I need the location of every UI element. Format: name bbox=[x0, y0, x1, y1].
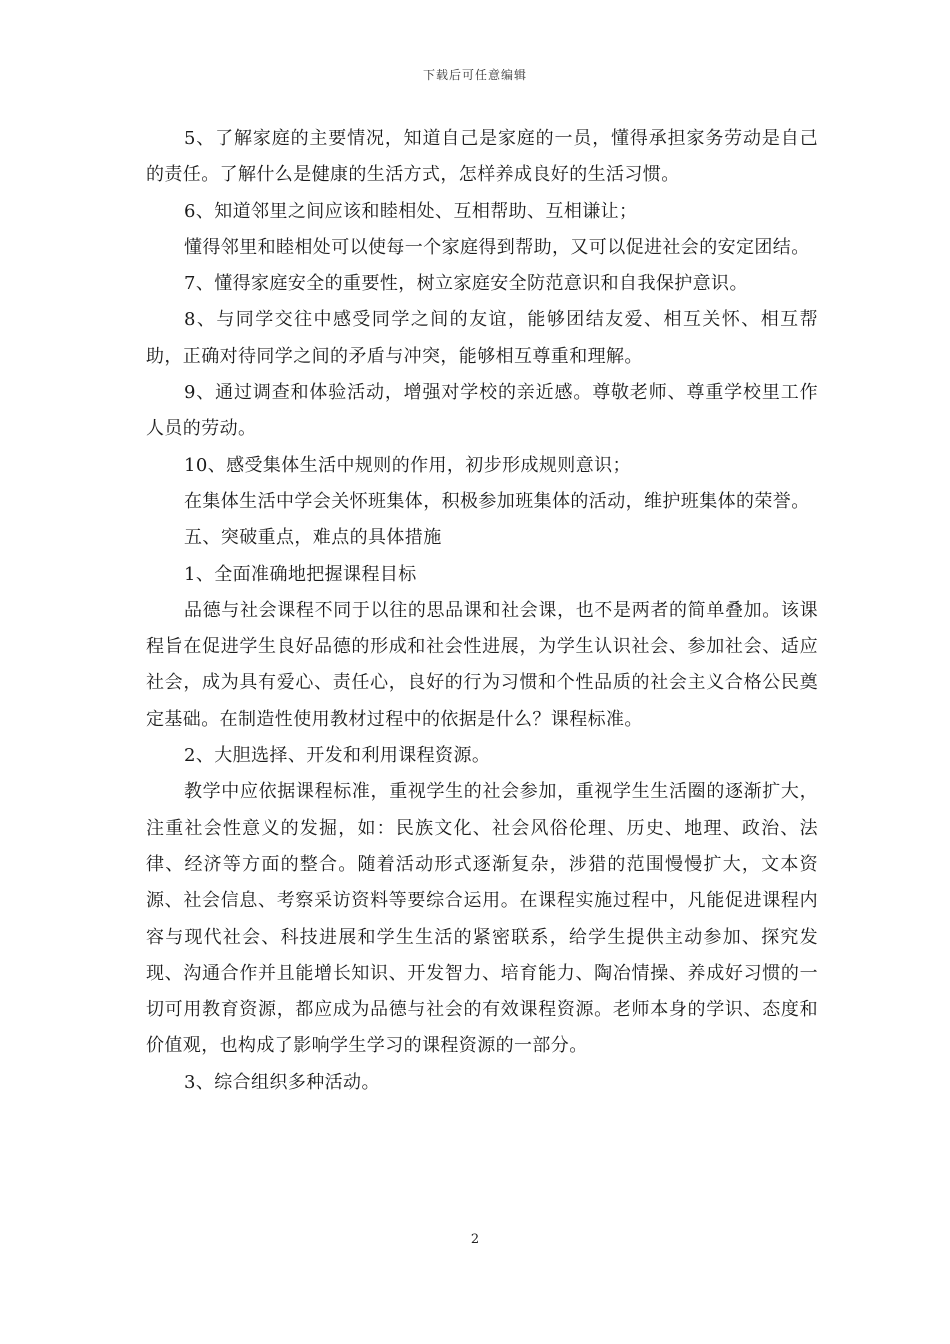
subsection-heading: 1、全面准确地把握课程目标 bbox=[184, 563, 417, 585]
paragraph: 6、知道邻里之间应该和睦相处、互相帮助、互相谦让； bbox=[184, 200, 638, 222]
document-body bbox=[146, 121, 818, 1101]
paragraph: 教学中应依据课程标准，重视学生的社会参加，重视学生生活圈的逐渐扩大，注重社会性意义的发掘，如：民族文化、社会风俗伦理、历史、地理、政治、法律、经济等方面的整合。随着活动形式逐渐复杂，涉猎的范围慢慢扩大，文本资源、社会信息、考察采访资料等要综合运用。在课程实施过程中，凡能促进课程内容与现代社会、科技进展和学生生活的紧密联系，给学生提供主动参加、探究发现、沟通合作并且能增长知识、开发智力、培育能力、陶冶情操、养成好习惯的一切可用教育资源，都应成为品德与社会的有效课程资源。老师本身的学识、态度和价值观，也构成了影响学生学习的课程资源的一部分。 bbox=[146, 781, 818, 1057]
paragraph: 10、感受集体生活中规则的作用，初步形成规则意识； bbox=[184, 454, 631, 476]
subsection-heading: 3、综合组织多种活动。 bbox=[184, 1071, 380, 1093]
paragraph: 9、通过调查和体验活动，增强对学校的亲近感。尊敬老师、尊重学校里工作人员的劳动。 bbox=[146, 382, 818, 440]
section-heading: 五、突破重点，难点的具体措施 bbox=[184, 527, 442, 549]
paragraph: 5、了解家庭的主要情况，知道自己是家庭的一员，懂得承担家务劳动是自己的责任。了解什么是健康的生活方式，怎样养成良好的生活习惯。 bbox=[146, 128, 818, 186]
paragraph: 7、懂得家庭安全的重要性，树立家庭安全防范意识和自我保护意识。 bbox=[184, 273, 748, 295]
paragraph: 品德与社会课程不同于以往的思品课和社会课，也不是两者的简单叠加。该课程旨在促进学生良好品德的形成和社会性进展，为学生认识社会、参加社会、适应社会，成为具有爱心、责任心，良好的行为习惯和个性品质的社会主义合格公民奠定基础。在制造性使用教材过程中的依据是什么？课程标准。 bbox=[146, 599, 818, 730]
paragraph: 懂得邻里和睦相处可以使每一个家庭得到帮助，又可以促进社会的安定团结。 bbox=[184, 236, 810, 258]
subsection-heading: 2、大胆选择、开发和利用课程资源。 bbox=[184, 745, 491, 767]
page-number: 2 bbox=[470, 1232, 480, 1247]
page-header-note: 下载后可任意编辑 bbox=[422, 68, 527, 82]
paragraph: 在集体生活中学会关怀班集体，积极参加班集体的活动，维护班集体的荣誉。 bbox=[184, 490, 810, 512]
paragraph: 8、与同学交往中感受同学之间的友谊，能够团结友爱、相互关怀、相互帮助，正确对待同学之间的矛盾与冲突，能够相互尊重和理解。 bbox=[146, 309, 818, 367]
